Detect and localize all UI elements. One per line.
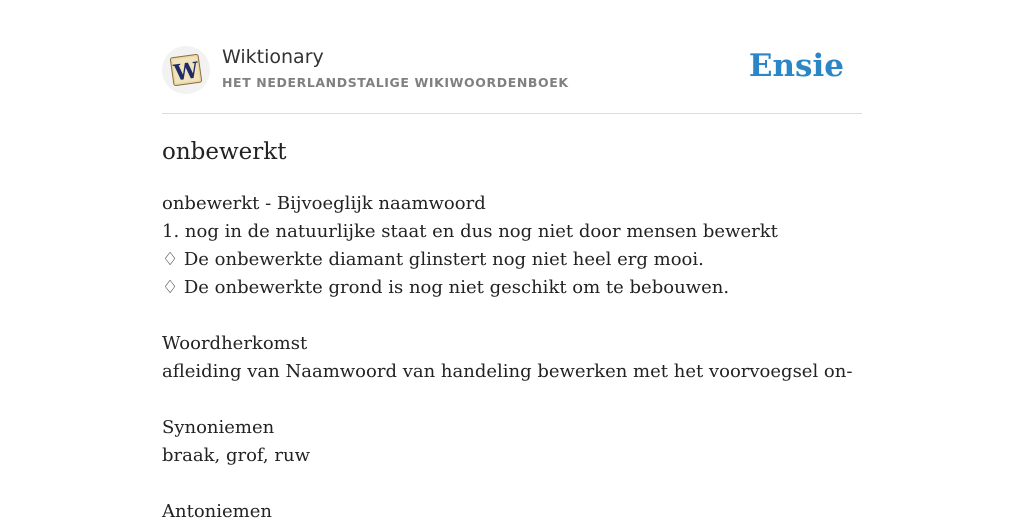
synonyms-text: braak, grof, ruw [162, 445, 310, 466]
etymology-text: afleiding van Naamwoord van handeling bewerken met het voorvoegsel on- [162, 361, 853, 382]
example-line: ♢ De onbewerkte diamant glinstert nog niet heel erg mooi. [162, 249, 704, 270]
etymology-label: Woordherkomst [162, 333, 308, 354]
antonyms-label: Antoniemen [162, 501, 272, 522]
definition-line: 1. nog in de natuurlijke staat en dus nog niet door mensen bewerkt [162, 221, 778, 242]
svg-text:W: W [172, 57, 201, 87]
synonyms-label: Synoniemen [162, 417, 275, 438]
wiktionary-logo-icon[interactable] [162, 46, 210, 94]
site-name[interactable]: Wiktionary [222, 46, 324, 68]
spacer [162, 302, 862, 330]
site-header [162, 44, 862, 98]
spacer [162, 470, 862, 498]
entry-heading-line: onbewerkt - Bijvoeglijk naamwoord [162, 193, 486, 214]
example-line: ♢ De onbewerkte grond is nog niet geschikt om te bebouwen. [162, 277, 730, 298]
page-title: onbewerkt [162, 139, 287, 165]
header-divider [162, 113, 862, 114]
entry-content [162, 190, 862, 526]
spacer [162, 386, 862, 414]
ensie-brand-link[interactable]: Ensie [748, 48, 844, 84]
site-tagline: HET NEDERLANDSTALIGE WIKIWOORDENBOEK [222, 75, 569, 90]
